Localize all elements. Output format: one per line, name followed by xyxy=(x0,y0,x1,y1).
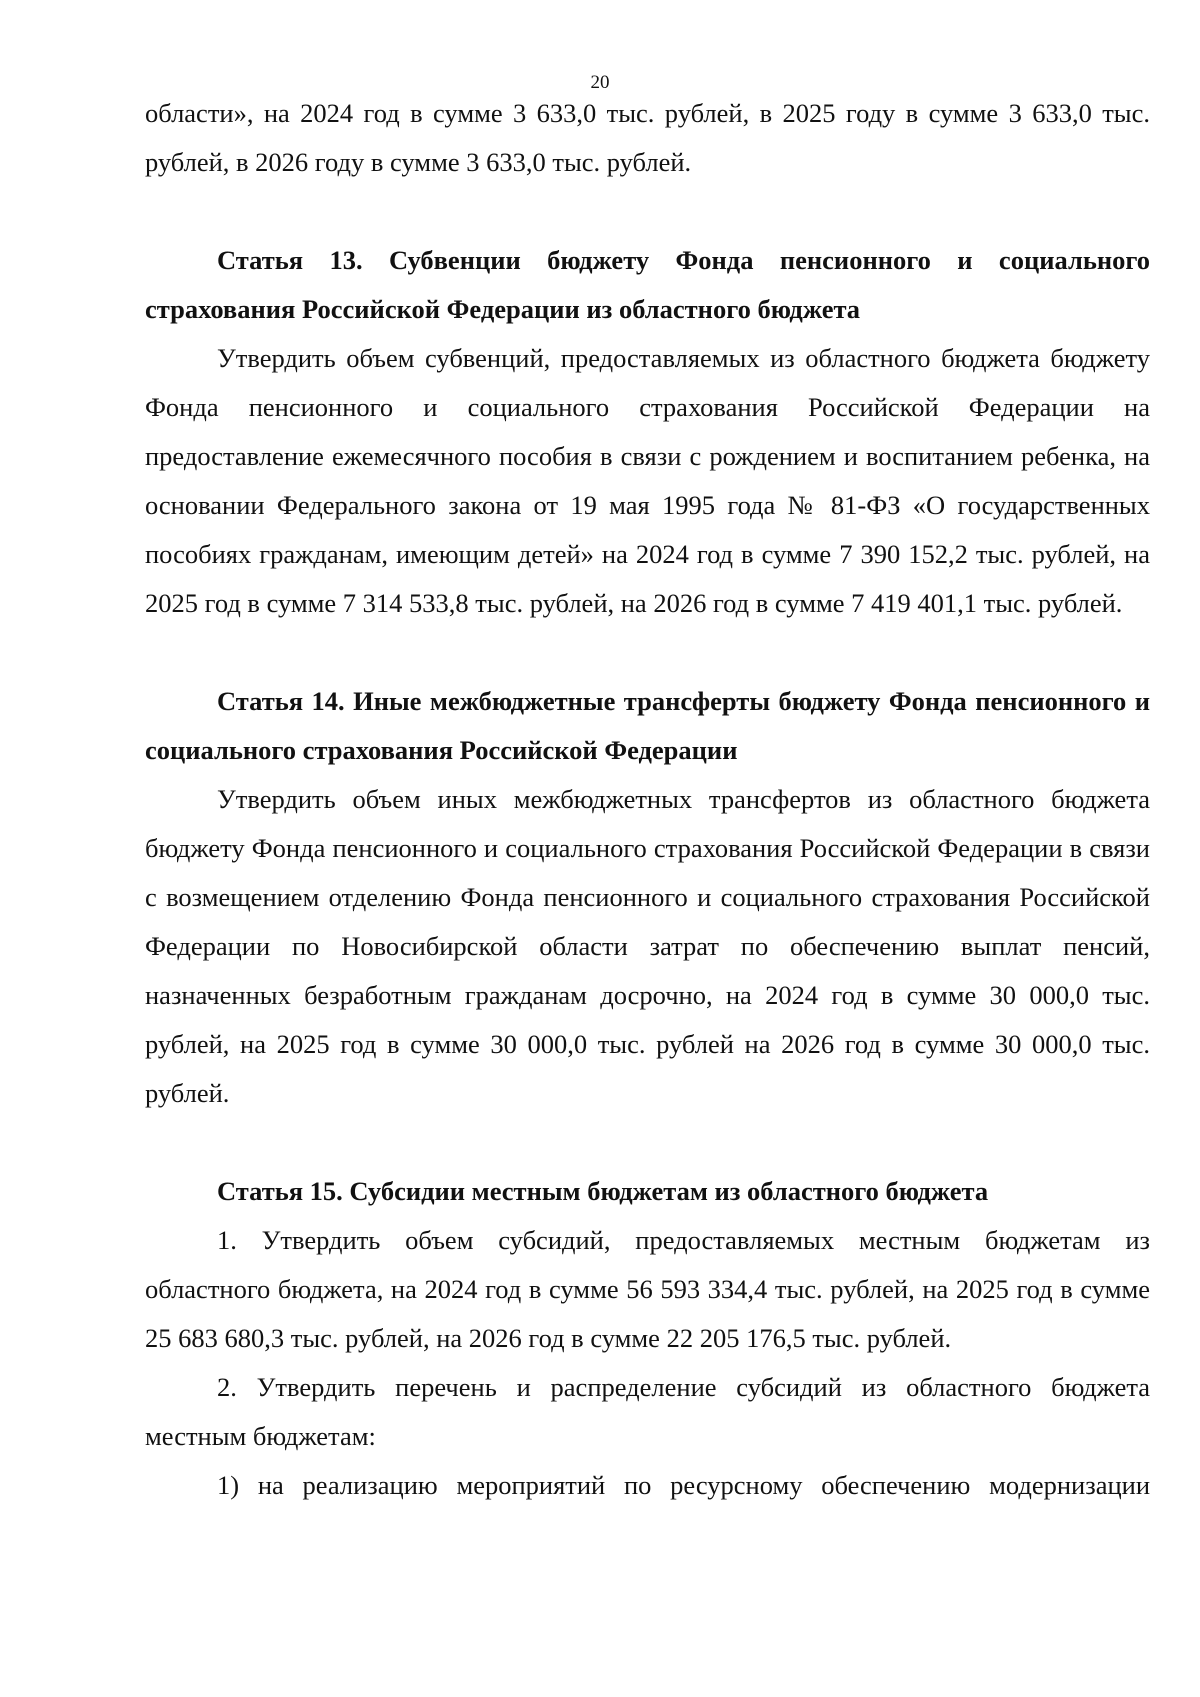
document-body xyxy=(145,89,1150,1510)
article-15-heading: Статья 15. Субсидии местным бюджетам из областного бюджета xyxy=(217,1176,989,1206)
spacer xyxy=(145,187,1150,236)
article-15-paragraph-2: 2. Утвердить перечень и распределение субсидий из областного бюджета местным бюджетам: xyxy=(145,1372,1150,1451)
article-14-heading: Статья 14. Иные межбюджетные трансферты бюджету Фонда пенсионного и социального страхования Российской Федерации xyxy=(145,686,1150,765)
article-15-paragraph-1: 1. Утвердить объем субсидий, предоставляемых местным бюджетам из областного бюджета, на 2024 год в сумме 56 593 334,4 тыс. рублей, на 2025 год в сумме 25 683 680,3 тыс. рублей, на 2026 год в сумме 22 205 176,5 тыс. рублей. xyxy=(145,1225,1150,1353)
page-number: 20 xyxy=(590,72,610,93)
paragraph-continuation: области», на 2024 год в сумме 3 633,0 тыс. рублей, в 2025 году в сумме 3 633,0 тыс. рублей, в 2026 году в сумме 3 633,0 тыс. рублей. xyxy=(145,98,1150,177)
spacer xyxy=(145,628,1150,677)
spacer xyxy=(145,1118,1150,1167)
article-13-heading: Статья 13. Субвенции бюджету Фонда пенсионного и социального страхования Российской Федерации из областного бюджета xyxy=(145,245,1150,324)
article-15-item-1: 1) на реализацию мероприятий по ресурсному обеспечению модернизации xyxy=(217,1470,1150,1500)
article-13-text: Утвердить объем субвенций, предоставляемых из областного бюджета бюджету Фонда пенсионного и социального страхования Российской Федерации на предоставление ежемесячного пособия в связи с рождением и воспитанием ребенка, на основании Федерального закона от 19 мая 1995 года № 81-ФЗ «О государственных пособиях гражданам, имеющим детей» на 2024 год в сумме 7 390 152,2 тыс. рублей, на 2025 год в сумме 7 314 533,8 тыс. рублей, на 2026 год в сумме 7 419 401,1 тыс. рублей. xyxy=(145,343,1150,618)
article-14-text: Утвердить объем иных межбюджетных трансфертов из областного бюджета бюджету Фонда пенсионного и социального страхования Российской Федерации в связи с возмещением отделению Фонда пенсионного и социального страхования Российской Федерации по Новосибирской области затрат по обеспечению выплат пенсий, назначенных безработным гражданам досрочно, на 2024 год в сумме 30 000,0 тыс. рублей, на 2025 год в сумме 30 000,0 тыс. рублей на 2026 год в сумме 30 000,0 тыс. рублей. xyxy=(145,784,1150,1108)
